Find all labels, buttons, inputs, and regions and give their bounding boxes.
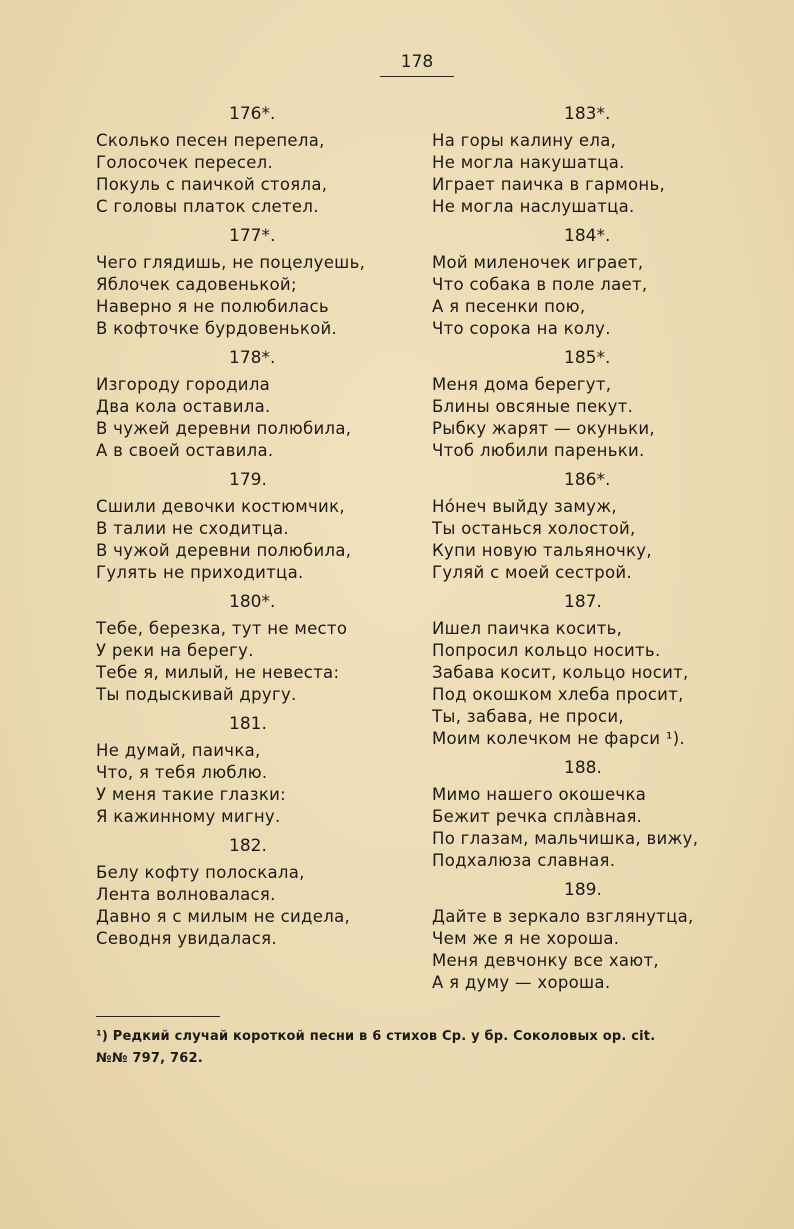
verse-line: На горы калину ела, [432, 131, 617, 150]
verse-line: Бежит речка сплàвная. [432, 807, 643, 826]
song-stanza [96, 224, 396, 340]
footnote-rule [96, 1016, 220, 1017]
song-number: 177*. [229, 226, 276, 246]
verse-line: Покуль с паичкой стояла, [96, 175, 328, 194]
song-stanza [96, 102, 396, 218]
song-stanza [96, 590, 396, 706]
verse-line: Рыбку жарят — окуньки, [432, 419, 655, 438]
verse-line: Гулять не приходитца. [96, 563, 304, 582]
verse-line: Чтоб любили пареньки. [432, 441, 645, 460]
verse-line: Гуляй с моей сестрой. [432, 563, 632, 582]
verse-line: Ишел паичка косить, [432, 619, 623, 638]
verse-line: Нóнеч выйду замуж, [432, 497, 617, 516]
page-number: 178 [400, 52, 434, 72]
verse-line: У реки на берегу. [96, 641, 254, 660]
verse-line: Яблочек садовенькой; [96, 275, 297, 294]
verse-line: Не могла накушатца. [432, 153, 625, 172]
verse-line: Моим колечком не фарси ¹). [432, 729, 686, 748]
song-number: 178*. [229, 348, 276, 368]
verse-line: Что собака в поле лает, [432, 275, 648, 294]
verse-line: Забава косит, кольцо носит, [432, 663, 689, 682]
song-number: 179. [229, 470, 267, 490]
song-stanza [432, 346, 732, 462]
song-number: 185*. [564, 348, 611, 368]
verse-line: Я кажинному мигну. [96, 807, 281, 826]
verse-line: Не могла наслушатца. [432, 197, 635, 216]
right-column [432, 102, 732, 1000]
verse-line: Тебе я, милый, не невеста: [96, 663, 340, 682]
verse-line: А в своей оставила. [96, 441, 274, 460]
song-number: 176*. [229, 104, 276, 124]
verse-line: У меня такие глазки: [96, 785, 287, 804]
verse-line: По глазам, мальчишка, вижу, [432, 829, 699, 848]
verse-line: Под окошком хлеба просит, [432, 685, 684, 704]
verse-line: С головы платок слетел. [96, 197, 319, 216]
song-number: 182. [229, 836, 267, 856]
verse-line: А я песенки пою, [432, 297, 586, 316]
verse-line: Играет паичка в гармонь, [432, 175, 666, 194]
verse-line: В кофточке бурдовенькой. [96, 319, 338, 338]
song-stanza [432, 224, 732, 340]
verse-line: Попросил кольцо носить. [432, 641, 661, 660]
verse-line: Чем же я не хороша. [432, 929, 620, 948]
song-stanza [96, 468, 396, 584]
song-stanza [432, 878, 732, 994]
song-number: 184*. [564, 226, 611, 246]
song-number: 187. [564, 592, 602, 612]
verse-line: Сколько песен перепела, [96, 131, 325, 150]
song-stanza [432, 102, 732, 218]
page-number-rule [380, 76, 454, 77]
footnote-line: ¹) Редкий случай короткой песни в 6 стихов Ср. у бр. Соколовых op. cit. [96, 1029, 656, 1044]
verse-line: Что, я тебя люблю. [96, 763, 268, 782]
verse-line: Голосочек пересел. [96, 153, 274, 172]
song-number: 189. [564, 880, 602, 900]
song-stanza [96, 712, 396, 828]
song-stanza [96, 834, 396, 950]
left-column [96, 102, 396, 956]
verse-line: Сшили девочки костюмчик, [96, 497, 345, 516]
verse-line: Севодня увидалася. [96, 929, 277, 948]
song-stanza [96, 346, 396, 462]
song-stanza [432, 590, 732, 750]
verse-line: Чего глядишь, не поцелуешь, [96, 253, 366, 272]
verse-line: Подхалюза славная. [432, 851, 616, 870]
footnote-line: №№ 797, 762. [96, 1051, 203, 1066]
verse-line: Белу кофту полоскала, [96, 863, 305, 882]
verse-line: В чужей деревни полюбила, [96, 419, 352, 438]
verse-line: В талии не сходитца. [96, 519, 289, 538]
verse-line: Изгороду городила [96, 375, 271, 394]
song-stanza [432, 468, 732, 584]
verse-line: Мимо нашего окошечка [432, 785, 647, 804]
song-stanza [432, 756, 732, 872]
verse-line: Дайте в зеркало взглянутца, [432, 907, 694, 926]
verse-line: Давно я с милым не сидела, [96, 907, 351, 926]
verse-line: Не думай, паичка, [96, 741, 261, 760]
verse-line: Ты останься холостой, [432, 519, 636, 538]
verse-line: Тебе, березка, тут не место [96, 619, 348, 638]
verse-line: Два кола оставила. [96, 397, 271, 416]
verse-line: Что сорока на колу. [432, 319, 611, 338]
verse-line: Купи новую тальяночку, [432, 541, 652, 560]
verse-line: Меня дома берегут, [432, 375, 612, 394]
song-number: 181. [229, 714, 267, 734]
verse-line: А я думу — хороша. [432, 973, 611, 992]
verse-line: Меня девчонку все хают, [432, 951, 659, 970]
verse-line: Лента волновалася. [96, 885, 276, 904]
verse-line: Наверно я не полюбилась [96, 297, 329, 316]
verse-line: Ты подыскивай другу. [96, 685, 297, 704]
song-number: 183*. [564, 104, 611, 124]
song-number: 186*. [564, 470, 611, 490]
footnote [96, 1026, 746, 1070]
song-number: 188. [564, 758, 602, 778]
song-number: 180*. [229, 592, 276, 612]
verse-line: Ты, забава, не проси, [432, 707, 624, 726]
verse-line: Мой миленочек играет, [432, 253, 644, 272]
verse-line: Блины овсяные пекут. [432, 397, 634, 416]
verse-line: В чужой деревни полюбила, [96, 541, 352, 560]
